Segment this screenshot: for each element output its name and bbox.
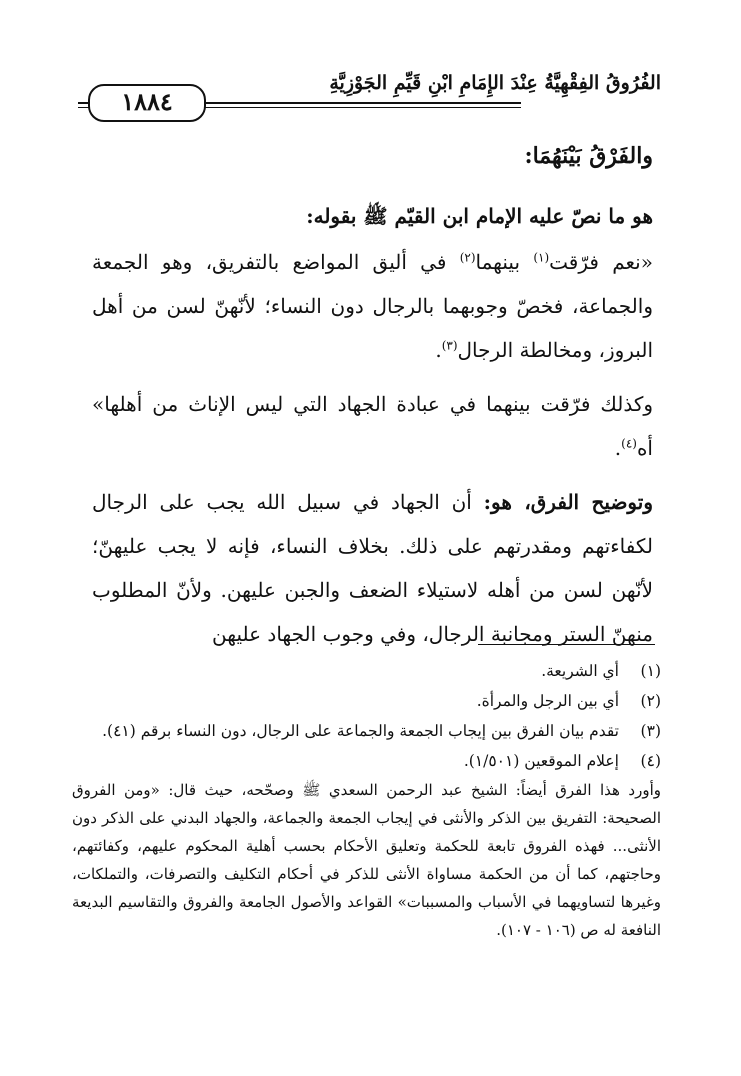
quote-paragraph-1 (92, 240, 653, 372)
main-text (92, 138, 653, 656)
footnote-number: (٣) (640, 722, 661, 740)
footnote-number: (٢) (640, 692, 661, 710)
footnote-ref[interactable]: (٤) (621, 436, 637, 451)
footnote-ref[interactable]: (٢) (459, 250, 476, 265)
explanation-lead: وتوضيح الفرق، هو: (483, 490, 653, 514)
page-number: ١٨٨٤ (88, 84, 206, 122)
footnote-item (72, 716, 661, 746)
footnote-number: (٤) (640, 752, 661, 770)
footnote-text: أي الشريعة. (541, 662, 619, 680)
footnote-item (72, 656, 661, 686)
page-header (78, 56, 661, 118)
intro-line: هو ما نصّ عليه الإمام ابن القيّم ﷺ بقوله: (306, 204, 653, 228)
quote-text: . (614, 436, 622, 460)
section-title: والفَرْقُ بَيْنَهُمَا: (524, 143, 653, 169)
footnote-ref[interactable]: (١) (533, 250, 550, 265)
explanation-paragraph (92, 480, 653, 656)
quote-paragraph-2 (92, 382, 653, 470)
quote-text: في أليق المواضع بالتفريق، وهو الجمعة والجماعة، فخصّ وجوبهما بالرجال دون النساء؛ لأنّهنّ لسن من أهل البروز، ومخالطة الرجال (92, 250, 653, 362)
footnote-item (72, 686, 661, 716)
footnote-text: أي بين الرجل والمرأة. (476, 692, 619, 710)
running-title: الفُرُوقُ الفِقْهِيَّةُ عِنْدَ الإِمَامِ ابْنِ قَيِّمِ الجَوْزِيَّةِ (329, 72, 661, 94)
footnote-text: تقدم بيان الفرق بين إيجاب الجمعة والجماعة على الرجال، دون النساء برقم (٤١). (102, 722, 619, 740)
footnotes (72, 656, 661, 944)
quote-text: وكذلك فرّقت بينهما في عبادة الجهاد التي ليس الإناث من أهلها» أه (92, 392, 653, 460)
footnote-text: إعلام الموقعين (١/٥٠١). (463, 752, 619, 770)
footnote-separator (478, 644, 655, 645)
explanation-text: أن الجهاد في سبيل الله يجب على الرجال لكفاءتهم ومقدرتهم على ذلك. بخلاف النساء، فإنه لا يجب عليهنّ؛ لأنّهن لسن من أهله لاستيلاء الضعف والجبن عليهن. ولأنّ المطلوب منهنّ الستر ومجانبة الرجال، وفي وجوب الجهاد عليهن (92, 490, 653, 646)
quote-text: . (435, 338, 442, 362)
footnote-number: (١) (640, 662, 661, 680)
quote-text: «نعم فرّقت (549, 250, 653, 274)
footnote-ref[interactable]: (٣) (441, 338, 458, 353)
footnote-item (72, 746, 661, 776)
footnote-continuation: وأورد هذا الفرق أيضاً: الشيخ عبد الرحمن السعدي ﷺ وصحّحه، حيث قال: «ومن الفروق الصحيحة: التفريق بين الذكر والأنثى في إيجاب الجمعة والجماعة، والجهاد البدني على الذكر دون الأنثى... فهذه الفروق تابعة للحكمة وتعليق الأحكام بحسب أهلية المحكوم عليهم، وكفائتهم، وحاجتهم، كما أن من الحكمة مساواة الأنثى للذكر في أحكام التكليف والتصرفات، والتملكات، وغيرها لتساويهما في الأسباب والمسببات» القواعد والأصول الجامعة والفروق والتقاسيم البديعة النافعة له ص (١٠٦ - ١٠٧). (72, 781, 661, 939)
quote-text: بينهما (475, 250, 534, 274)
